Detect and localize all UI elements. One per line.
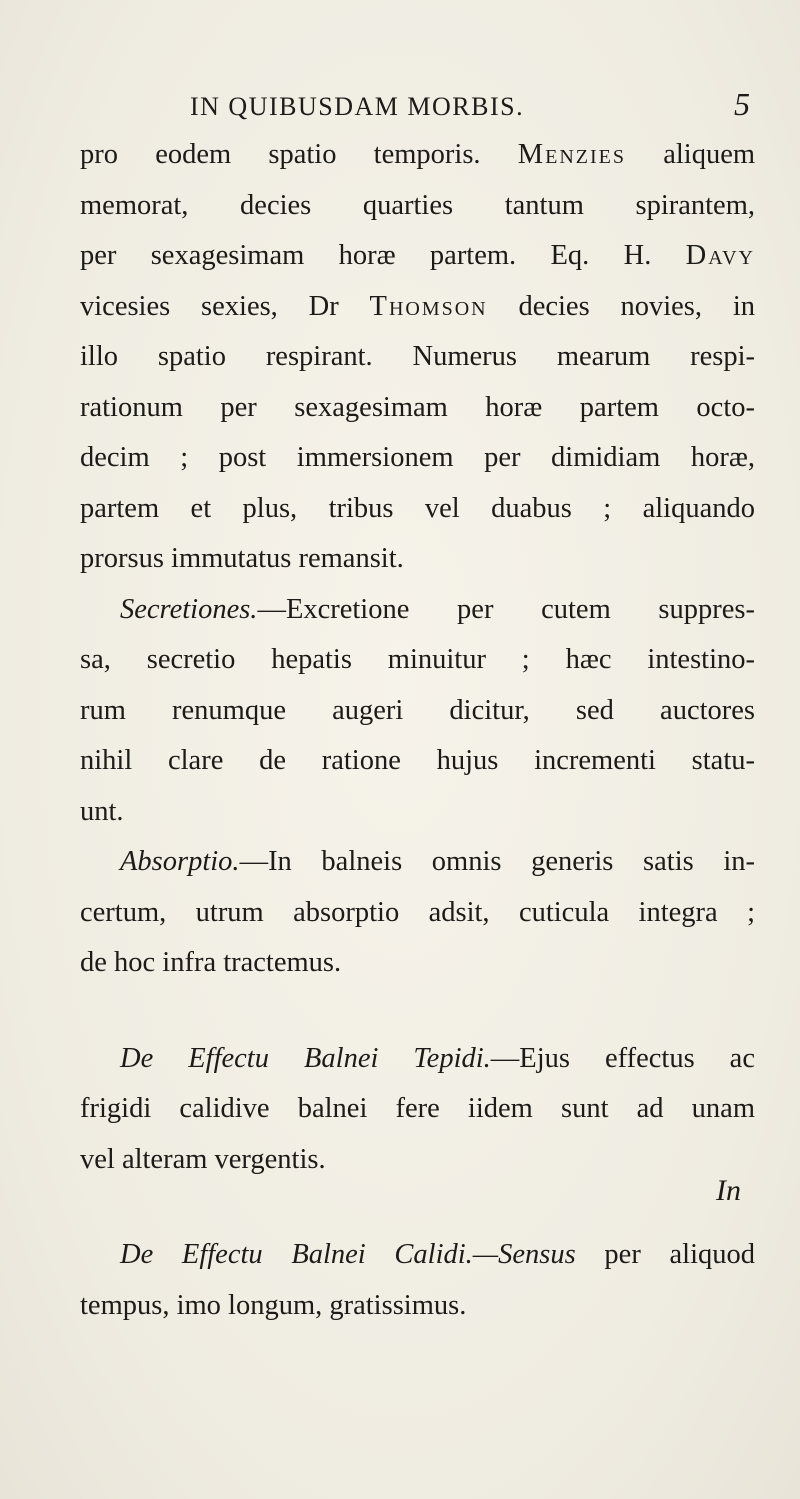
paragraph-balnei-tepidi [80, 1034, 755, 1186]
text-line: de hoc infra tractemus. [80, 947, 342, 978]
text-line: sa, secretio hepatis minuitur ; hæc intestino- [80, 644, 755, 675]
text-line: De Effectu Balnei Calidi.—Sensus per aliquod [120, 1239, 755, 1270]
text-line: tempus, imo longum, gratissimus. [80, 1289, 467, 1321]
text-line: Absorptio.—In balneis omnis generis satis in- [120, 846, 755, 877]
text-line: rum renumque augeri dicitur, sed auctores [80, 694, 755, 726]
text-line: nihil clare de ratione hujus incrementi statu- [80, 745, 755, 776]
section-heading: Secretiones. [120, 593, 258, 625]
text-line: Secretiones.—Excretione per cutem suppres- [120, 593, 755, 625]
text-line: illo spatio respirant. Numerus mearum respi- [80, 341, 755, 372]
section-heading: Absorptio. [120, 846, 240, 877]
author-name: Thomson [369, 290, 488, 322]
paragraph-respiration [80, 130, 755, 585]
section-heading: De Effectu Balnei Tepidi. [120, 1042, 491, 1074]
text-line: decim ; post immersionem per dimidiam horæ, [80, 442, 755, 473]
text-line: vicesies sexies, Dr Thomson decies novies, in [80, 290, 755, 322]
text-line: frigidi calidive balnei fere iidem sunt ad unam [80, 1093, 755, 1124]
text-line: partem et plus, tribus vel duabus ; aliquando [80, 492, 755, 524]
paragraph-gap [80, 989, 755, 1034]
text-line: memorat, decies quarties tantum spirantem, [80, 189, 755, 221]
section-heading: De Effectu Balnei Calidi. [120, 1239, 473, 1270]
author-name: Menzies [517, 139, 626, 170]
page-number: 5 [734, 86, 750, 122]
running-head: IN QUIBUSDAM MORBIS. [190, 92, 525, 121]
paragraph-balnei-calidi [80, 1230, 755, 1331]
paragraph-gap [80, 1185, 755, 1230]
author-name: Davy [685, 240, 756, 271]
text-line: unt. [80, 795, 124, 827]
text-line: vel alteram vergentis. [80, 1143, 326, 1175]
paragraph-absorptio [80, 837, 755, 989]
text-line: per sexagesimam horæ partem. Eq. H. Davy [80, 240, 756, 271]
text-line: certum, utrum absorptio adsit, cuticula integra ; [80, 896, 755, 928]
text-line: prorsus immutatus remansit. [80, 543, 404, 574]
page-body [80, 130, 755, 1331]
paragraph-secretiones [80, 585, 755, 838]
catchword: In [716, 1174, 741, 1207]
text-line: De Effectu Balnei Tepidi.—Ejus effectus ac [120, 1042, 755, 1074]
text-line: pro eodem spatio temporis. Menzies aliquem [80, 139, 756, 170]
text-line: rationum per sexagesimam horæ partem octo- [80, 391, 755, 423]
page-header [190, 86, 750, 132]
